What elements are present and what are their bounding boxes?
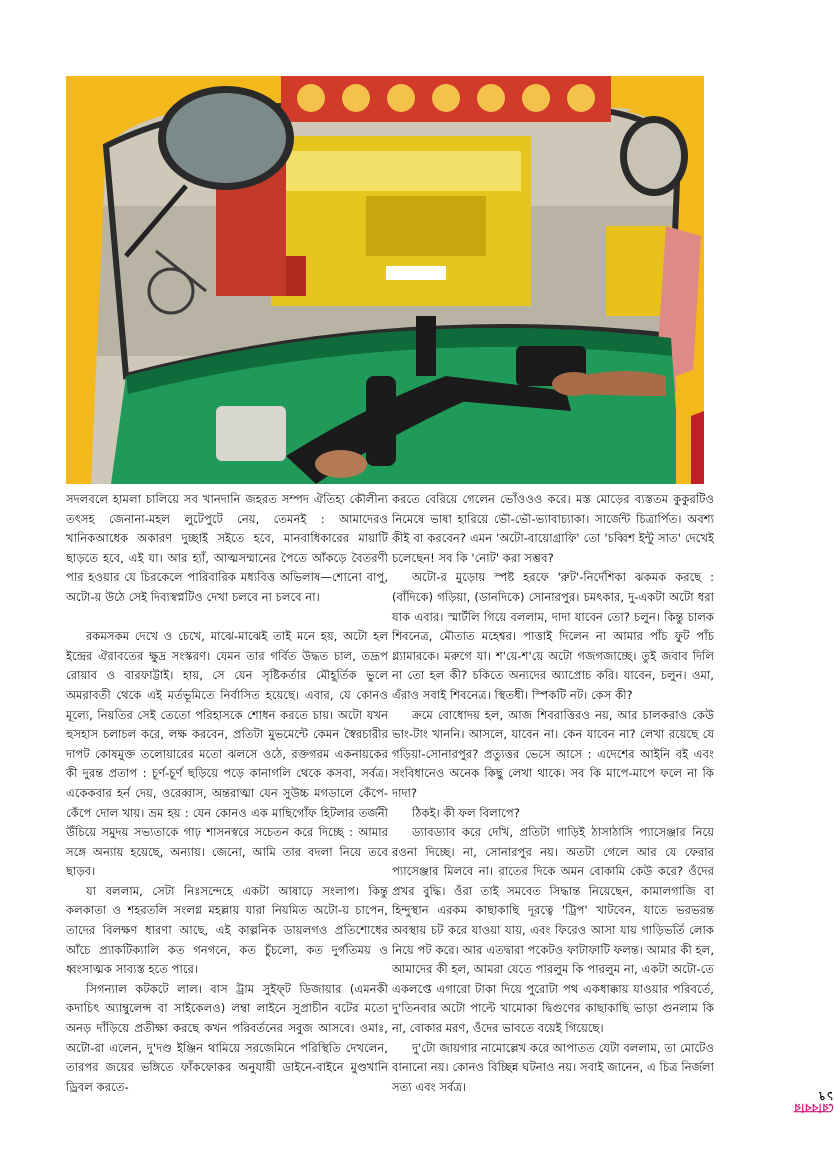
paragraph: যা বললাম, সেটা নিঃসন্দেহে একটা আষাঢ়ে সংলাপ। কিন্তু কলকাতা ও শহরতলি সংলগ্ন মহল্লায় যারা নিয়মিত অটো-য় চাপেন, তাদের বিলক্ষণ ধারণা আছে, এই কাল্পনিক ডায়লগও প্রতিশোধের আঁচে প্র্যাকটিক্যালি কত গনগনে, কত চুঁচলো, কত দুর্গতিময় ও ধ্বংসাত্মক সাব্যস্ত হতে পারে। (66, 883, 388, 977)
paragraph: দু'টো জায়গার নামোল্লেখ করে আপাতত যেটা বললাম, তা মোটেও বানানো নয়। কোনও বিচ্ছিন্ন ঘটনাও নয়। সবাই জানেন, এ চিত্র নির্জলা সত্য এবং সর্বত্র। (392, 1040, 714, 1094)
auto-rickshaw-photo (66, 76, 704, 484)
page-number: ১৭ (817, 1089, 834, 1104)
paragraph: ড্যাবড্যাব করে দেখি, প্রতিটা গাড়িই ঠাসাঠাসি প্যাসেঞ্জার নিয়ে রওনা দিচ্ছে। না, সোনারপুর নয়। অতটা গেলে আর যে ফেরার প্যাসেঞ্জার মিলবে না। রাতের দিকে অমন বোকামি কেউ করে? ওঁদের প্রখর বুদ্ধি। ওঁরা তাই সমবেত সিদ্ধান্ত নিয়েছেন, কামালগাজি বা হিন্দুস্থান এরকম কাছাকাছি দূরত্বে 'ট্রিপ' খাটবেন, যাতে ভরভরন্ত অবস্থায় চট করে যাওয়া যায়, এবং ফিরেও আসা যায় গাড়িভর্তি লোক নিয়ে পট করে। আর এতদ্বারা পকেটও ফাটাফাটি ফলন্ত। আমার কী হল, আমাদের কী হল, আমরা যেতে পারলুম কি পারলুম না, একটা অটো-তে একলপ্তে এগারো টাকা দিয়ে পুরোটা পথ একধাক্কায় যাওয়ার পরিবর্তে, দু'তিনবার অটো পাল্টে খামোকা দ্বিগুণের কাছাকাছি ভাড়া গুনলাম কি না, বোকার মরণ, ওঁদের ভাবতে বয়েই গিয়েছে। (392, 825, 714, 1036)
paragraph: রকমসকম দেখে ও চেখে, মাঝে-মাঝেই তাই মনে হয়, অটো হল ইন্দ্রের ঐরাবতের ক্ষুদ্র সংস্করণ। যেমন তার গর্বিত উদ্ধত চাল, তদ্রূপ রোয়াব ও বারফাট্টাই। হায়, সে যেন সৃষ্টিকর্তার মৌহূর্তিক ভুলে অমরাবতী থেকে এই মর্তভূমিতে নির্বাসিত হয়েছে। এবার, যে কোনও মূল্যে, নিয়তির সেই তেতো পরিহাসকে শোধন করতে চায়। অটো যখন হুসহাস চলাচল করে, লক্ষ করবেন, প্রতিটা মুভমেন্টে কেমন স্বৈরচারীর দাপট কোষমুক্ত তলোয়ারের মতো ঝলসে ওঠে, রক্তগরম একনায়কের কী দুরন্ত প্রতাপ : চূর্ণ-চূর্ণ ছড়িয়ে পড়ে কানাগলি থেকে কসবা, সর্বত্র। একেকবার হর্ন দেয়, ওরেব্বাস, অন্তরাত্মা যেন সুউচ্চ মগডালে কেঁপে-কেঁপে দোল খায়। ভ্রম হয় : যেন কোনও এক মাছিগোঁফ হিটলার তর্জনী উঁচিয়ে সমুদয় সভ্যতাকে গাঢ় শাসনস্বরে সচেতন করে দিচ্ছে : আমার সঙ্গে অন্যায় হয়েছে, অন্যায়। জেনো, আমি তার বদলা নিয়ে তবে ছাড়ব। (66, 629, 388, 879)
text-column-left (66, 490, 388, 1094)
magazine-name: রোববার (794, 1101, 834, 1116)
driver-arm-right (581, 371, 666, 396)
text-column-right (392, 490, 714, 1094)
dashboard-panel-left (216, 406, 286, 461)
paragraph: সদলবলে হামলা চালিয়ে সব খানদানি জহরত সম্পদ ঐতিহ্য কৌলীন্য তৎসহ জেনানা-মহল লুটেপুটে নেয়, তেমনই : আমাদেরও খানিকআধেক অকারণ দুচ্ছাই সইতে হবে, মানবাধিকারের মায়াটি ছাড়তে হবে, এই যা। আর হ্যাঁ, আত্মসম্মানের পৈতে আঁকড়ে বৈতরণী পার হওয়ার যে চিরকেলে পারিবারিক মধ্যবিত্ত অভিলাষ—শোনো বাপু, অটো-য় উঠে সেই দিব্যস্বপ্নটিও দেখা চলবে না চলবে না। (66, 492, 388, 604)
page-folio (716, 1010, 834, 1130)
paragraph: অটো-র মুড়োয় স্পষ্ট হরফে 'রুট'-নির্দেশিকা ঝকমক করছে : (বাঁদিকে) গড়িয়া, (ডানদিকে) সোনারপুর। চমৎকার, দু-একটা অটো ধরা যাক এবার। স্মার্টলি গিয়ে বললাম, দাদা যাবেন তো? চলুন। কিন্তু চালক শিবনেত্র, মৌতাত মহেশ্বর। পাত্তাই দিলেন না আমার পাঁচ ফুট পাঁচ গ্ল্যামারকে। মরুগে যা। শ'য়ে-শ'য়ে অটো গজগজাচ্ছে। তুই জবাব দিলি না তো হল কী? চকিতে অন্যদের অ্যাপ্রোচ করি। যাবেন, চলুন। ওমা, এঁরাও সবাই শিবনেত্র। স্থিতধী। স্পিকটি নট। কেস কী? (392, 570, 714, 702)
paragraph: সিগন্যাল কটকটে লাল। বাস ট্রাম সুইফ্‌ট ডিজায়ার (এমনকী কদাচিৎ অ্যাম্বুলেন্স বা সাইকেলও) লম্বা লাইনে সুপ্রাচীন বটের মতো অনড় দাঁড়িয়ে প্রতীক্ষা করছে কখন পরিবর্তনের সবুজ আসবে। ওমাঃ, অটো-রা এলেন, দু'দণ্ড ইঞ্জিন থামিয়ে সরজেমিনে পরিস্থিতি দেখলেন, তারপর জয়ের ভঙ্গিতে ফাঁকফোকর অনুযায়ী ডাইনে-বাইনে মুণ্ডখানি ড্রিবল করতে- (66, 981, 388, 1094)
paragraph: ঠিকই। কী ফল বিলাপে? (412, 805, 520, 820)
driver-hand-left (315, 450, 367, 478)
driver-shirt (691, 411, 704, 484)
yellow-bus (271, 136, 531, 306)
auto-rickshaw-illustration (66, 76, 704, 484)
paragraph: করতে বেরিয়ে গেলেন ভোঁওওও করে। মস্ত মোড়ের ব্যস্ততম কুকুরটিও নিমেষে ভাষা হারিয়ে ভৌ-ভৌ-ভ্যাবাচ্যাকা। সার্জেন্ট চিত্রার্পিত। অবশ্য কীই বা করবেন? এমন 'অটো-বায়োগ্রাফি' তো 'চব্বিশ ইন্টু সাত' দেখেই চলেছেন! সব কি 'নোট' করা সম্ভব? (392, 492, 714, 565)
paragraph: ক্রমে বোধোদয় হল, আজ শিবরাত্তিরও নয়, আর চালকরাও কেউ ভাং-টাং খাননি। আসলে, যাবেন না। কেন যাবেন না? লেখা রয়েছে যে গড়িয়া-সোনারপুর? প্রত্যুত্তর ভেসে আসে : এদেশের আইনি বই এবং সংবিধানেও অনেক কিছু লেখা থাকে। সব কি মাপে-মাপে ফলে না কি দাদা? (392, 707, 714, 800)
